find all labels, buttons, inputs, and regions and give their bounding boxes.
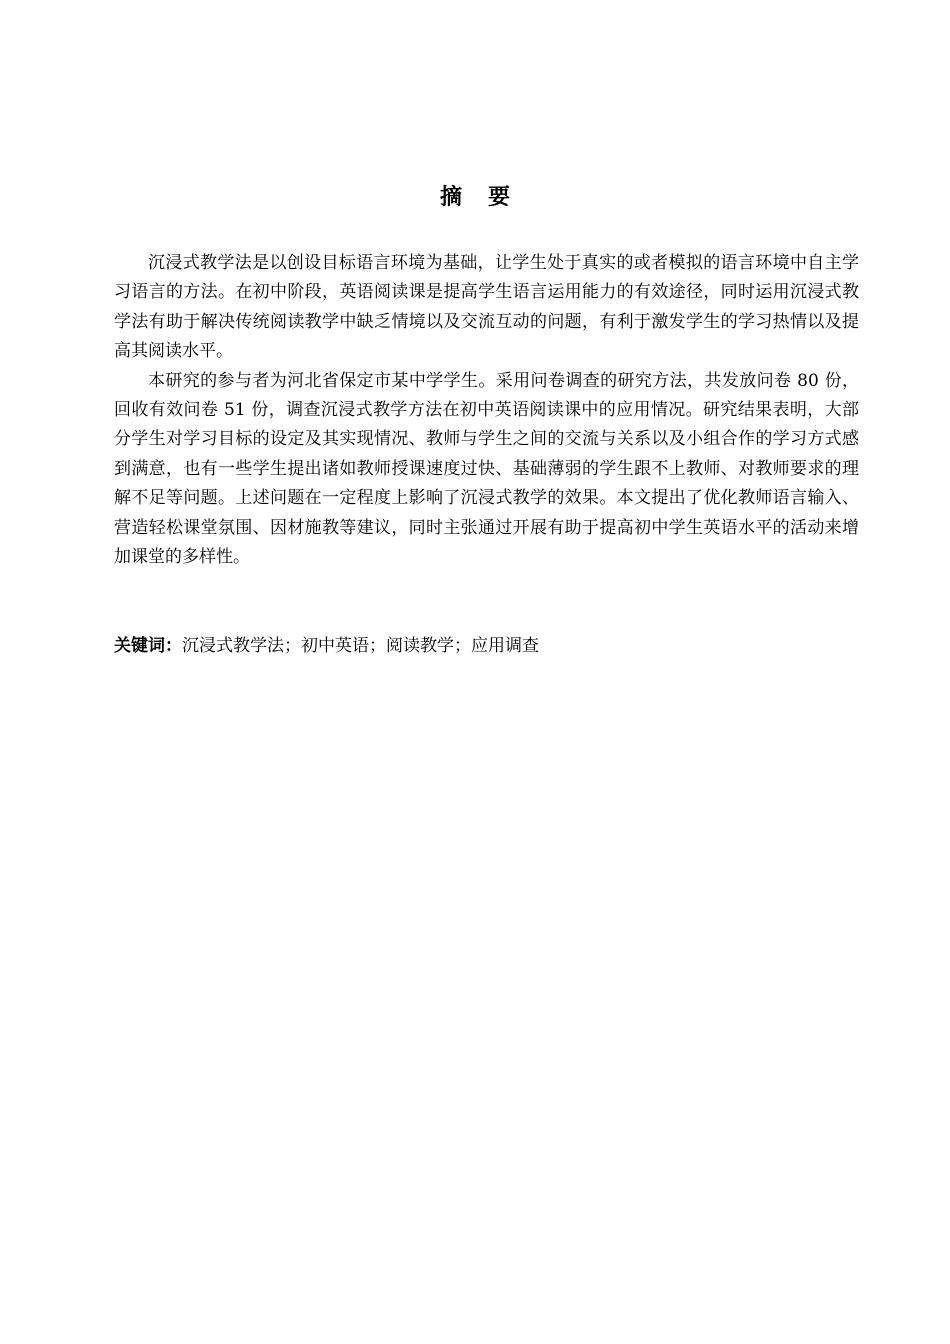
- abstract-paragraph-1: 沉浸式教学法是以创设目标语言环境为基础，让学生处于真实的或者模拟的语言环境中自主学习语言的方法。在初中阶段，英语阅读课是提高学生语言运用能力的有效途径，同时运用沉浸式教学法有助于解决传统阅读教学中缺乏情境以及交流互动的问题，有利于激发学生的学习热情以及提高其阅读水平。: [114, 253, 859, 362]
- abstract-title-char-1: 摘: [439, 185, 462, 210]
- keywords-label: 关键词：: [114, 636, 182, 656]
- abstract-body: [114, 249, 859, 572]
- keywords-line: [114, 632, 859, 661]
- abstract-title-char-2: 要: [488, 185, 511, 210]
- abstract-title: [0, 182, 950, 214]
- abstract-paragraph-2: 本研究的参与者为河北省保定市某中学学生。采用问卷调查的研究方法，共发放问卷 80 份，回收有效问卷 51 份，调查沉浸式教学方法在初中英语阅读课中的应用情况。研究结果表明，大部分学生对学习目标的设定及其实现情况、教师与学生之间的交流与关系以及小组合作的学习方式感到满意，也有一些学生提出诸如教师授课速度过快、基础薄弱的学生跟不上教师、对教师要求的理解不足等问题。上述问题在一定程度上影响了沉浸式教学的效果。本文提出了优化教师语言输入、营造轻松课堂氛围、因材施教等建议，同时主张通过开展有助于提高初中学生英语水平的活动来增加课堂的多样性。: [114, 370, 859, 568]
- keywords-value: 沉浸式教学法；初中英语；阅读教学；应用调查: [182, 636, 539, 656]
